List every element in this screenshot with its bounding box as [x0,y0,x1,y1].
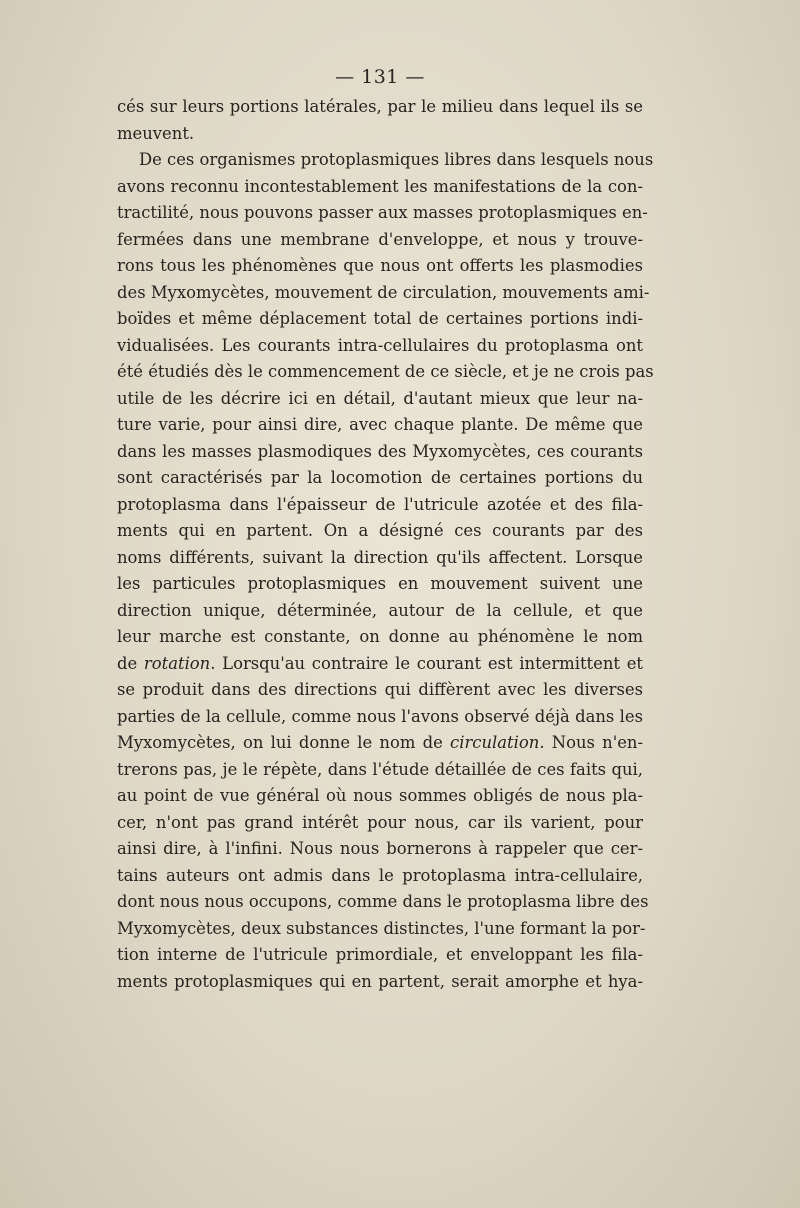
text-line: rons tous les phénomènes que nous ont offerts les plasmodies [117,256,643,275]
text-line: utile de les décrire ici en détail, d'autant mieux que leur na- [117,388,643,408]
text-line: ainsi dire, à l'infini. Nous nous bornerons à rappeler que cer- [117,839,643,858]
text-line: fermées dans une membrane d'enveloppe, et nous y trouve- [117,229,643,249]
text-line: tractilité, nous pouvons passer aux masses protoplasmiques en- [117,203,648,222]
italic-term: rotation [143,653,211,673]
text-line: Myxomycètes, deux substances distinctes, l'une formant la por- [117,918,646,938]
text-line: dont nous nous occupons, comme dans le protoplasma libre des [117,892,649,911]
text-line [117,730,643,757]
text-fragment: de [117,653,144,673]
text-line: parties de la cellule, comme nous l'avons observé déjà dans les [117,706,643,726]
text-line: se produit dans des directions qui diffèrent avec les diverses [117,680,643,699]
text-line: des Myxomycètes, mouvement de circulation, mouvements ami- [117,282,650,302]
text-line: De ces organismes protoplasmiques libres dans lesquels nous [139,150,654,169]
text-line: boïdes et même déplacement total de certaines portions indi- [117,309,643,328]
body-text [117,94,654,995]
text-line: ture varie, pour ainsi dire, avec chaque plante. De même que [117,415,643,434]
text-line: tains auteurs ont admis dans le protoplasma intra-cellulaire, [117,865,643,885]
text-line [117,651,643,678]
text-fragment: Myxomycètes, on lui donne le nom de [117,733,451,752]
page-number: — 131 — [335,66,425,88]
text-line: cer, n'ont pas grand intérêt pour nous, car ils varient, pour [117,812,643,832]
text-line: les particules protoplasmiques en mouvement suivent une [117,574,643,593]
text-line: ments qui en partent. On a désigné ces courants par des [117,521,643,540]
text-line: sont caractérisés par la locomotion de certaines portions du [117,468,643,487]
text-line: tion interne de l'utricule primordiale, et enveloppant les fila- [117,945,643,964]
text-line: dans les masses plasmodiques des Myxomycètes, ces courants [117,441,643,461]
text-line: ments protoplasmiques qui en partent, serait amorphe et hya- [117,971,643,991]
text-line: direction unique, déterminée, autour de la cellule, et que [117,600,643,620]
text-line: vidualisées. Les courants intra-cellulaires du protoplasma ont [117,335,643,355]
text-fragment: . Lorsqu'au contraire le courant est intermittent et [210,653,643,673]
text-line: meuvent. [117,123,195,143]
italic-term: circulation [450,733,540,752]
text-line: noms différents, suivant la direction qu'ils affectent. Lorsque [117,547,643,567]
text-line: leur marche est constante, on donne au phénomène le nom [117,627,643,646]
text-line: avons reconnu incontestablement les manifestations de la con- [117,176,643,196]
text-line: été étudiés dès le commencement de ce siècle, et je ne crois pas [117,362,654,381]
text-line: trerons pas, je le répète, dans l'étude détaillée de ces faits qui, [117,759,643,779]
text-line: protoplasma dans l'épaisseur de l'utricule azotée et des fila- [117,494,643,514]
text-line: cés sur leurs portions latérales, par le milieu dans lequel ils se [117,97,643,116]
text-fragment: . Nous n'en- [539,733,644,752]
text-line: au point de vue général où nous sommes obligés de nous pla- [117,786,643,805]
